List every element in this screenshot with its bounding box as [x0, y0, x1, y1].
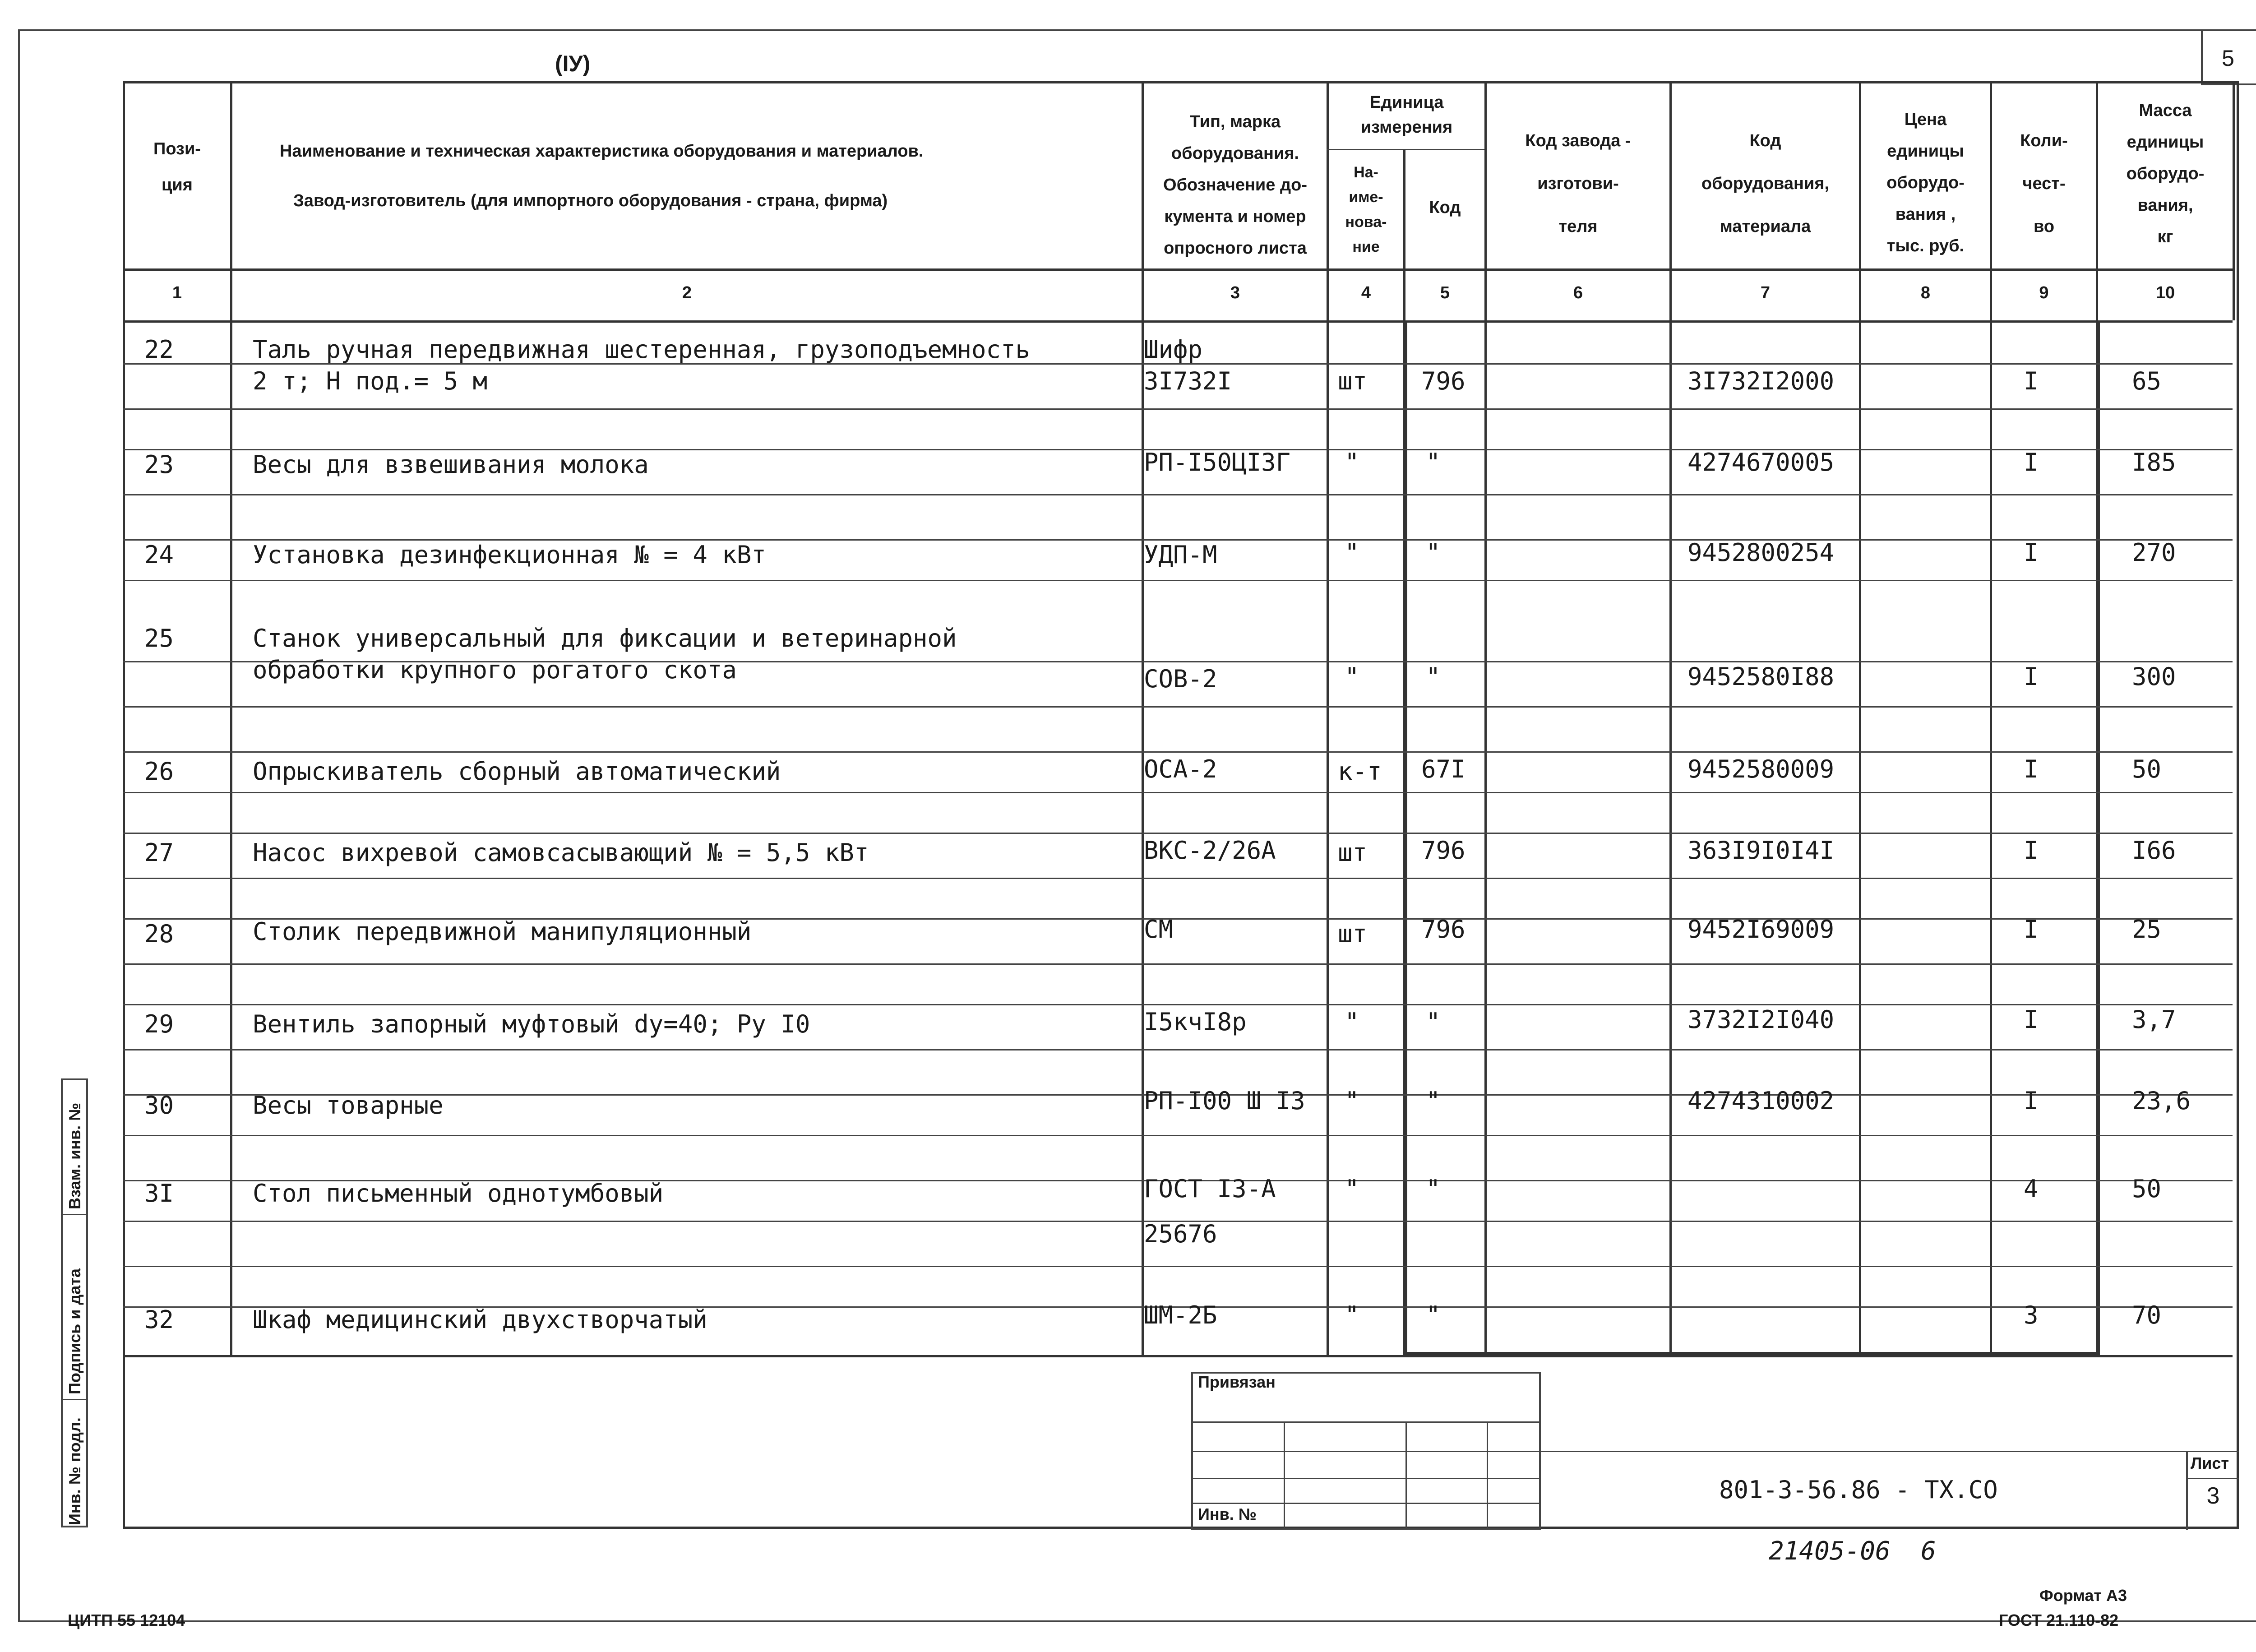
col-number: 3 [1230, 283, 1240, 302]
table-row-code: 796 [1421, 367, 1465, 395]
table-row-type: УДП-М [1144, 541, 1217, 569]
col-number: 7 [1760, 283, 1771, 302]
table-row-pos: 24 [144, 541, 174, 569]
table-row-mass: 270 [2132, 538, 2176, 567]
table-row-code: 796 [1421, 915, 1465, 944]
table-row-eq-code: 9452800254 [1687, 538, 1835, 567]
table-row-code: 67I [1421, 755, 1465, 783]
table-row-mass: I85 [2132, 448, 2176, 477]
header-name: Наименование и техническая характеристика оборудования и материалов. Завод-изготовитель (для импортного оборудования - страна, фирма) [280, 142, 924, 210]
side-stamp-vzam: Взам. инв. № [65, 1102, 84, 1209]
table-row-unit: " [1345, 448, 1359, 477]
table-row-name: Весы товарные [253, 1091, 444, 1120]
table-row-type: ОСА-2 [1144, 755, 1217, 783]
table-row-unit: " [1345, 538, 1359, 567]
table-row-qty: I [2024, 915, 2039, 944]
table-row-name: обработки крупного рогатого скота [253, 656, 737, 684]
col-number: 9 [2039, 283, 2049, 302]
table-row-eq-code: 9452580I88 [1687, 662, 1835, 691]
table-row-unit: " [1345, 1087, 1359, 1115]
table-row-pos: 22 [144, 335, 174, 364]
table-row-name: 2 т; Н под.= 5 м [253, 367, 488, 395]
side-stamp-inv-podl: Инв. № подл. [65, 1417, 84, 1525]
format-label: Формат А3 [2039, 1586, 2127, 1605]
table-row-name: Таль ручная передвижная шестеренная, грузоподъемность [253, 335, 1031, 364]
header-mass: Масса единицы оборудо- вания, кг [2126, 101, 2205, 246]
table-row-mass: 50 [2132, 1175, 2162, 1203]
table-row-qty: 3 [2024, 1301, 2039, 1329]
table-row-code: " [1426, 1175, 1441, 1203]
table-row-mass: 70 [2132, 1301, 2162, 1329]
table-row-type: Шифр [1144, 335, 1203, 364]
table-row-pos: 26 [144, 757, 174, 786]
table-row-qty: I [2024, 755, 2039, 783]
table-row-unit: " [1345, 1175, 1359, 1203]
table-row-qty: I [2024, 662, 2039, 691]
table-row-unit: " [1345, 1301, 1359, 1329]
table-row-unit: к-т [1338, 757, 1382, 786]
table-row-qty: I [2024, 538, 2039, 567]
table-row-type: РП-I50ЦI3Г [1144, 448, 1291, 477]
table-row-mass: 25 [2132, 915, 2162, 944]
table-row-mass: 23,6 [2132, 1087, 2191, 1115]
table-row-unit: " [1345, 662, 1359, 691]
header-unit-code: Код [1429, 198, 1461, 217]
table-row-pos: 29 [144, 1010, 174, 1038]
handwritten-number: 21405-06 6 [1769, 1536, 1936, 1566]
col-number: 8 [1920, 283, 1931, 302]
table-row-pos: 25 [144, 624, 174, 652]
header-unit-group: Единица измерения [1360, 93, 1453, 137]
table-row-mass: 300 [2132, 662, 2176, 691]
table-row-pos: 27 [144, 838, 174, 867]
table-row-code: " [1426, 538, 1441, 567]
table-row-unit: шт [1338, 838, 1368, 867]
table-row-mass: 65 [2132, 367, 2162, 395]
table-row-code: " [1426, 1301, 1441, 1329]
table-row-name: Опрыскиватель сборный автоматический [253, 757, 781, 786]
table-row-unit: шт [1338, 920, 1368, 948]
col-number: 10 [2155, 283, 2175, 302]
table-row-unit: " [1345, 1008, 1359, 1036]
table-row-qty: I [2024, 448, 2039, 477]
table-row-code: " [1426, 1008, 1441, 1036]
table-row-type: ВКС-2/26А [1144, 836, 1276, 865]
header-quantity: Коли- чест- во [2020, 131, 2068, 236]
table-row-code: 796 [1421, 836, 1465, 865]
header-unit-name: На- име- нова- ние [1345, 164, 1387, 255]
table-row-qty: I [2024, 1087, 2039, 1115]
table-row-eq-code: 3I732I2000 [1687, 367, 1835, 395]
table-row-eq-code: 363I9I0I4I [1687, 836, 1835, 865]
table-row-eq-code: 9452580009 [1687, 755, 1835, 783]
table-row-code: " [1426, 662, 1441, 691]
table-row-name: Столик передвижной манипуляционный [253, 917, 752, 946]
table-row-name: Станок универсальный для фиксации и ветеринарной [253, 624, 957, 652]
table-row-type: СОВ-2 [1144, 665, 1217, 693]
table-row-mass: 3,7 [2132, 1005, 2176, 1034]
table-row-code: " [1426, 1087, 1441, 1115]
table-row-mass: I66 [2132, 836, 2176, 865]
table-row-eq-code: 3732I2I040 [1687, 1005, 1835, 1034]
table-row-qty: I [2024, 836, 2039, 865]
table-row-type: ШМ-2Б [1144, 1301, 1217, 1329]
printer-label: ЦИТП 55 12104 [68, 1611, 185, 1629]
header-type: Тип, марка оборудования. Обозначение до- кумента и номер опросного листа [1163, 112, 1307, 258]
sheet-number: 3 [2206, 1483, 2220, 1509]
doc-code: 801-3-56.86 - ТХ.СО [1719, 1476, 1998, 1504]
col-number: 5 [1440, 283, 1450, 302]
col-number: 6 [1573, 283, 1583, 302]
table-row-qty: I [2024, 1005, 2039, 1034]
header-equipment-code: Код оборудования, материала [1701, 131, 1830, 236]
table-row-name: Шкаф медицинский двухстворчатый [253, 1305, 707, 1334]
table-row-pos: 3I [144, 1179, 174, 1208]
inv-no-label: Инв. № [1198, 1505, 1257, 1523]
table-row-qty: 4 [2024, 1175, 2039, 1203]
table-row-mass: 50 [2132, 755, 2162, 783]
privyazan-label: Привязан [1198, 1373, 1276, 1391]
table-row-qty: I [2024, 367, 2039, 395]
table-row-name: Вентиль запорный муфтовый dу=40; Ру I0 [253, 1010, 810, 1038]
sheet-mark: (IУ) [555, 51, 591, 76]
header-plant-code: Код завода - изготови- теля [1525, 131, 1631, 236]
table-row-type: 25676 [1144, 1220, 1217, 1248]
sheet-label: Лист [2191, 1454, 2229, 1472]
table-row-name: Установка дезинфекционная № = 4 кВт [253, 541, 766, 569]
table-row-code: " [1426, 448, 1441, 477]
col-number: 4 [1361, 283, 1371, 302]
table-row-pos: 23 [144, 450, 174, 479]
page-number: 5 [2222, 46, 2234, 71]
gost-label: ГОСТ 21.110-82 [1999, 1611, 2119, 1629]
table-row-unit: шт [1338, 367, 1368, 395]
side-stamp-signature: Подпись и дата [65, 1268, 84, 1394]
header-price: Цена единицы оборудо- вания , тыс. руб. [1886, 110, 1965, 255]
table-row-pos: 32 [144, 1305, 174, 1334]
table-row-name: Стол письменный однотумбовый [253, 1179, 664, 1208]
table-row-type: СМ [1144, 915, 1174, 944]
table-row-name: Насос вихревой самовсасывающий № = 5,5 кВт [253, 838, 869, 867]
table-row-pos: 30 [144, 1091, 174, 1120]
table-row-eq-code: 4274670005 [1687, 448, 1835, 477]
col-number: 2 [682, 283, 692, 302]
table-row-eq-code: 9452I69009 [1687, 915, 1835, 944]
col-number: 1 [172, 283, 182, 302]
table-row-type: I5кчI8р [1144, 1008, 1247, 1036]
table-row-name: Весы для взвешивания молока [253, 450, 649, 479]
table-row-type: РП-I00 Ш I3 [1144, 1087, 1305, 1115]
table-row-pos: 28 [144, 920, 174, 948]
table-row-type: 3I732I [1144, 367, 1232, 395]
table-row-eq-code: 4274310002 [1687, 1087, 1835, 1115]
header-position: Пози- ция [153, 139, 201, 194]
table-row-type: ГОСТ I3-А [1144, 1175, 1276, 1203]
